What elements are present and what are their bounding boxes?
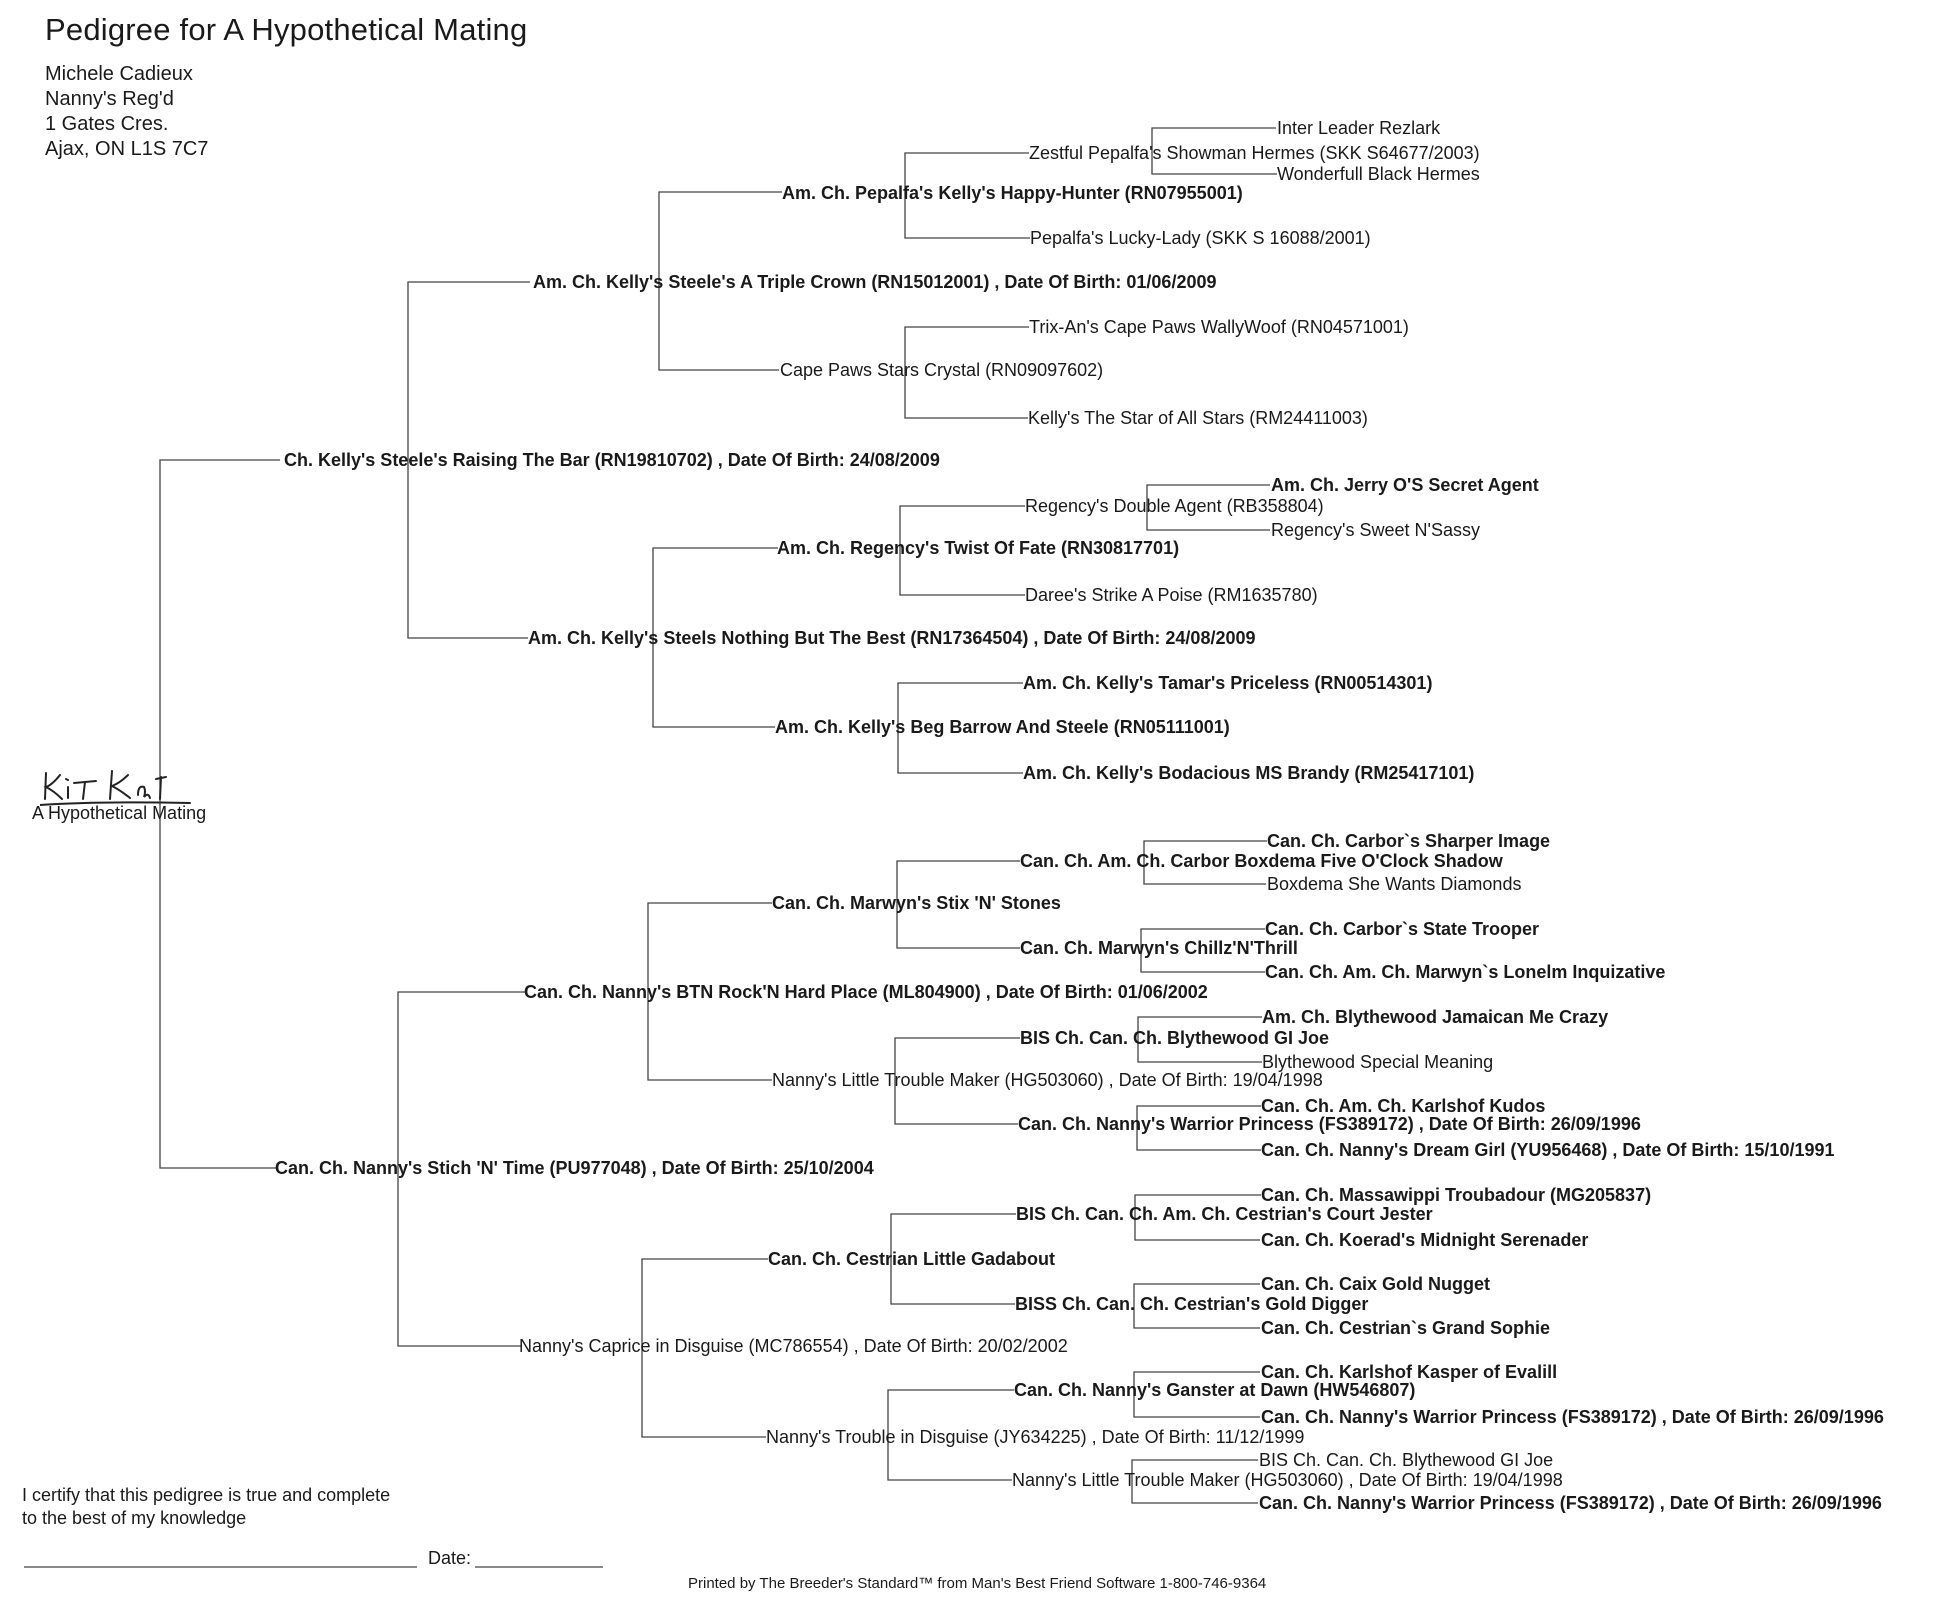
dam-dam-dam-dam-sire: BIS Ch. Can. Ch. Blythewood GI Joe xyxy=(1259,1450,1554,1470)
sire-dam-dam: Am. Ch. Kelly's Beg Barrow And Steele (RN05111001) xyxy=(775,717,1230,737)
dam-sire-dam-sire-dam: Blythewood Special Meaning xyxy=(1262,1052,1494,1072)
kennel-name: Nanny's Reg'd xyxy=(45,88,174,110)
dam-dam-dam-dam-dam: Can. Ch. Nanny's Warrior Princess (FS389172) , Date Of Birth: 26/09/1996 xyxy=(1259,1493,1882,1513)
printed-by-footer: Printed by The Breeder's Standard™ from Man's Best Friend Software 1-800-746-9364 xyxy=(688,1575,1267,1592)
certification-line-1: I certify that this pedigree is true and complete xyxy=(22,1485,391,1505)
sire-dam-sire: Am. Ch. Regency's Twist Of Fate (RN30817701) xyxy=(777,538,1180,558)
sire-dam-sire-sire: Regency's Double Agent (RB358804) xyxy=(1025,496,1324,516)
dam-dam-sire-sire: BIS Ch. Can. Ch. Am. Ch. Cestrian's Court Jester xyxy=(1016,1204,1433,1224)
dam-sire-sire-dam-dam: Can. Ch. Am. Ch. Marwyn`s Lonelm Inquizative xyxy=(1265,962,1666,982)
sire-sire-sire-sire-sire: Inter Leader Rezlark xyxy=(1277,118,1441,138)
dam-sire-dam-dam: Can. Ch. Nanny's Warrior Princess (FS389172) , Date Of Birth: 26/09/1996 xyxy=(1018,1114,1641,1134)
dam-sire-sire-sire-sire: Can. Ch. Carbor`s Sharper Image xyxy=(1267,831,1551,851)
sire-dam-sire-dam: Daree's Strike A Poise (RM1635780) xyxy=(1025,585,1318,605)
sire-dam-sire-sire-sire: Am. Ch. Jerry O'S Secret Agent xyxy=(1271,475,1539,495)
dam-dam-dam-sire: Can. Ch. Nanny's Ganster at Dawn (HW546807) xyxy=(1014,1380,1416,1400)
dam-dam-sire: Can. Ch. Cestrian Little Gadabout xyxy=(768,1249,1056,1269)
sire-sire-sire-sire: Zestful Pepalfa's Showman Hermes (SKK S64677/2003) xyxy=(1029,143,1480,163)
dam-dam-sire-sire-sire: Can. Ch. Massawippi Troubadour (MG205837) xyxy=(1261,1185,1652,1205)
sire-sire-dam-dam: Kelly's The Star of All Stars (RM24411003) xyxy=(1028,408,1368,428)
sire-dam-dam-dam: Am. Ch. Kelly's Bodacious MS Brandy (RM25417101) xyxy=(1023,763,1475,783)
city-address: Ajax, ON L1S 7C7 xyxy=(45,138,209,160)
date-label: Date: xyxy=(428,1548,472,1568)
dam-sire-dam: Nanny's Little Trouble Maker (HG503060) , Date Of Birth: 19/04/1998 xyxy=(772,1070,1323,1090)
dam-sire-dam-sire: BIS Ch. Can. Ch. Blythewood GI Joe xyxy=(1020,1028,1330,1048)
sire-dam-dam-sire: Am. Ch. Kelly's Tamar's Priceless (RN00514301) xyxy=(1023,673,1433,693)
dam-sire-sire-dam-sire: Can. Ch. Carbor`s State Trooper xyxy=(1265,919,1540,939)
dam-dam-sire-dam-sire: Can. Ch. Caix Gold Nugget xyxy=(1261,1274,1491,1294)
sire-sire-sire-sire-dam: Wonderfull Black Hermes xyxy=(1277,164,1480,184)
dam-dam: Nanny's Caprice in Disguise (MC786554) , Date Of Birth: 20/02/2002 xyxy=(519,1336,1068,1356)
sire-sire-sire: Am. Ch. Pepalfa's Kelly's Happy-Hunter (RN07955001) xyxy=(782,183,1243,203)
dam-dam-sire-sire-dam: Can. Ch. Koerad's Midnight Serenader xyxy=(1261,1230,1589,1250)
dam-sire-dam-sire-sire: Am. Ch. Blythewood Jamaican Me Crazy xyxy=(1262,1007,1609,1027)
sire-dam-sire-sire-dam: Regency's Sweet N'Sassy xyxy=(1271,520,1480,540)
subject-name: A Hypothetical Mating xyxy=(32,803,207,823)
dam-dam-sire-dam: BISS Ch. Can. Ch. Cestrian's Gold Digger xyxy=(1015,1294,1369,1314)
sire-sire-dam-sire: Trix-An's Cape Paws WallyWoof (RN04571001) xyxy=(1029,317,1409,337)
sire-sire-dam: Cape Paws Stars Crystal (RN09097602) xyxy=(780,360,1104,380)
dam-sire: Can. Ch. Nanny's BTN Rock'N Hard Place (ML804900) , Date Of Birth: 01/06/2002 xyxy=(524,982,1208,1002)
sire-sire-sire-dam: Pepalfa's Lucky-Lady (SKK S 16088/2001) xyxy=(1030,228,1371,248)
certification-statement xyxy=(22,1484,390,1530)
page-title: Pedigree for A Hypothetical Mating xyxy=(45,12,528,47)
dam-sire-sire: Can. Ch. Marwyn's Stix 'N' Stones xyxy=(772,893,1061,913)
sire-dam: Am. Ch. Kelly's Steels Nothing But The Best (RN17364504) , Date Of Birth: 24/08/2009 xyxy=(528,628,1256,648)
owner-name: Michele Cadieux xyxy=(45,63,193,85)
dam-dam-dam: Nanny's Trouble in Disguise (JY634225) , Date Of Birth: 11/12/1999 xyxy=(766,1427,1305,1447)
dam-dam-sire-dam-dam: Can. Ch. Cestrian`s Grand Sophie xyxy=(1261,1318,1551,1338)
dam-dam-dam-sire-dam: Can. Ch. Nanny's Warrior Princess (FS389172) , Date Of Birth: 26/09/1996 xyxy=(1261,1407,1884,1427)
dam-sire-sire-dam: Can. Ch. Marwyn's Chillz'N'Thrill xyxy=(1020,938,1298,958)
street-address: 1 Gates Cres. xyxy=(45,113,169,135)
dam-dam-dam-dam: Nanny's Little Trouble Maker (HG503060) , Date Of Birth: 19/04/1998 xyxy=(1012,1470,1563,1490)
dam-sire-dam-dam-dam: Can. Ch. Nanny's Dream Girl (YU956468) , Date Of Birth: 15/10/1991 xyxy=(1261,1140,1835,1160)
dam-sire-sire-sire-dam: Boxdema She Wants Diamonds xyxy=(1267,874,1522,894)
sire-sire: Am. Ch. Kelly's Steele's A Triple Crown (RN15012001) , Date Of Birth: 01/06/2009 xyxy=(533,272,1217,292)
dam-sire-dam-dam-sire: Can. Ch. Am. Ch. Karlshof Kudos xyxy=(1261,1096,1546,1116)
dam: Can. Ch. Nanny's Stich 'N' Time (PU977048) , Date Of Birth: 25/10/2004 xyxy=(275,1158,874,1178)
dam-sire-sire-sire: Can. Ch. Am. Ch. Carbor Boxdema Five O'Clock Shadow xyxy=(1020,851,1503,871)
certification-line-2: to the best of my knowledge xyxy=(22,1508,247,1528)
sire: Ch. Kelly's Steele's Raising The Bar (RN19810702) , Date Of Birth: 24/08/2009 xyxy=(284,450,940,470)
dam-dam-dam-sire-sire: Can. Ch. Karlshof Kasper of Evalill xyxy=(1261,1362,1558,1382)
